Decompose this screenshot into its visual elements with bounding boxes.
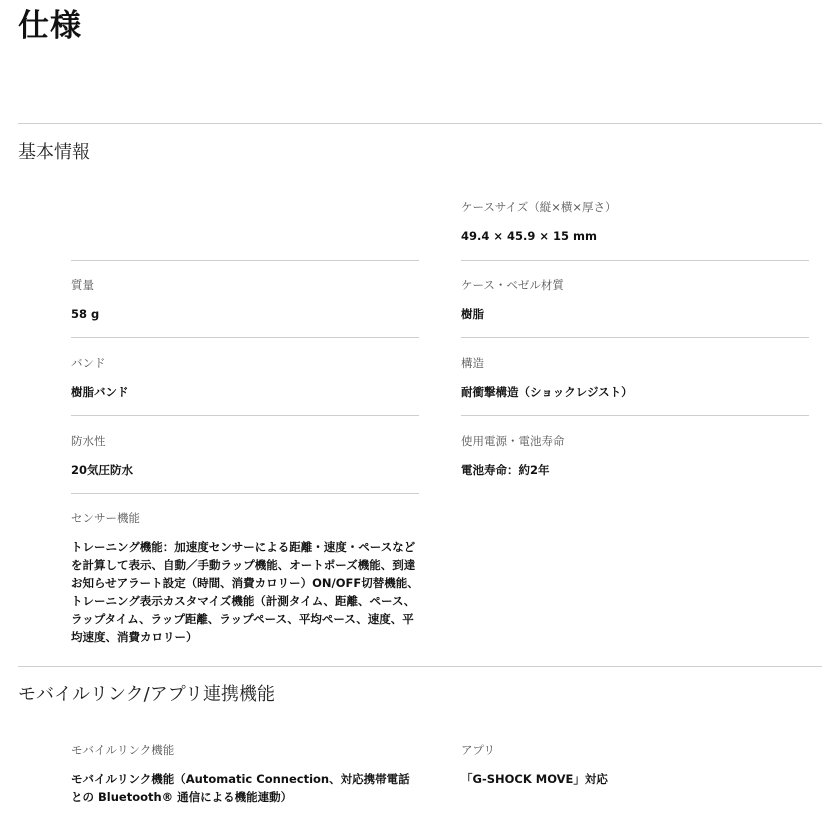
spec-label: アプリ xyxy=(461,743,496,757)
item-divider xyxy=(461,415,809,416)
spec-weight xyxy=(71,277,419,323)
section-title-mobile-link: モバイルリンク/アプリ連携機能 xyxy=(18,684,275,705)
spec-mobile-link xyxy=(71,742,419,806)
spec-value: モバイルリンク機能（Automatic Connection、対応携帯電話との Bluetooth® 通信による機能連動） xyxy=(71,772,410,804)
spec-sensor xyxy=(71,510,419,646)
spec-label: バンド xyxy=(71,356,106,370)
spec-value: 58 g xyxy=(71,307,100,321)
spec-label: 防水性 xyxy=(71,434,106,448)
page-title: 仕様 xyxy=(18,8,82,44)
spec-value: 20気圧防水 xyxy=(71,463,134,477)
spec-label: センサー機能 xyxy=(71,511,140,525)
spec-structure xyxy=(461,355,809,401)
spec-case-size xyxy=(461,199,809,245)
spec-band xyxy=(71,355,419,401)
section-title-basic-info: 基本情報 xyxy=(18,142,90,163)
spec-app xyxy=(461,742,809,788)
spec-value: 樹脂 xyxy=(461,307,484,321)
item-divider xyxy=(71,415,419,416)
spec-power-battery xyxy=(461,433,809,479)
spec-value: トレーニング機能：加速度センサーによる距離・速度・ペースなどを計算して表示、自動／手動ラップ機能、オートポーズ機能、到達お知らせアラート設定（時間、消費カロリー）ON/OFF切替機能、トレーニング表示カスタマイズ機能（計測タイム、距離、ペース、ラップタイム、ラップ距離、ラップペース、平均ペース、速度、平均速度、消費カロリー） xyxy=(71,540,419,644)
spec-label: 構造 xyxy=(461,356,484,370)
item-divider xyxy=(71,337,419,338)
spec-label: ケース・ベゼル材質 xyxy=(461,278,564,292)
spec-label: 使用電源・電池寿命 xyxy=(461,434,565,448)
spec-case-bezel-material xyxy=(461,277,809,323)
spec-value: 49.4 × 45.9 × 15 mm xyxy=(461,229,598,243)
section-divider xyxy=(18,666,822,667)
spec-label: ケースサイズ（縦×横×厚さ） xyxy=(461,200,617,214)
item-divider xyxy=(71,260,419,261)
item-divider xyxy=(461,260,809,261)
spec-value: 耐衝撃構造（ショックレジスト） xyxy=(461,385,633,399)
spec-value: 樹脂バンド xyxy=(71,385,129,399)
item-divider xyxy=(461,337,809,338)
section-divider xyxy=(18,123,822,124)
spec-label: 質量 xyxy=(71,278,94,292)
spec-value: 電池寿命：約2年 xyxy=(461,463,550,477)
spec-label: モバイルリンク機能 xyxy=(71,743,175,757)
spec-water-resistance xyxy=(71,433,419,479)
spec-value: 「G-SHOCK MOVE」対応 xyxy=(461,772,608,786)
item-divider xyxy=(71,493,419,494)
